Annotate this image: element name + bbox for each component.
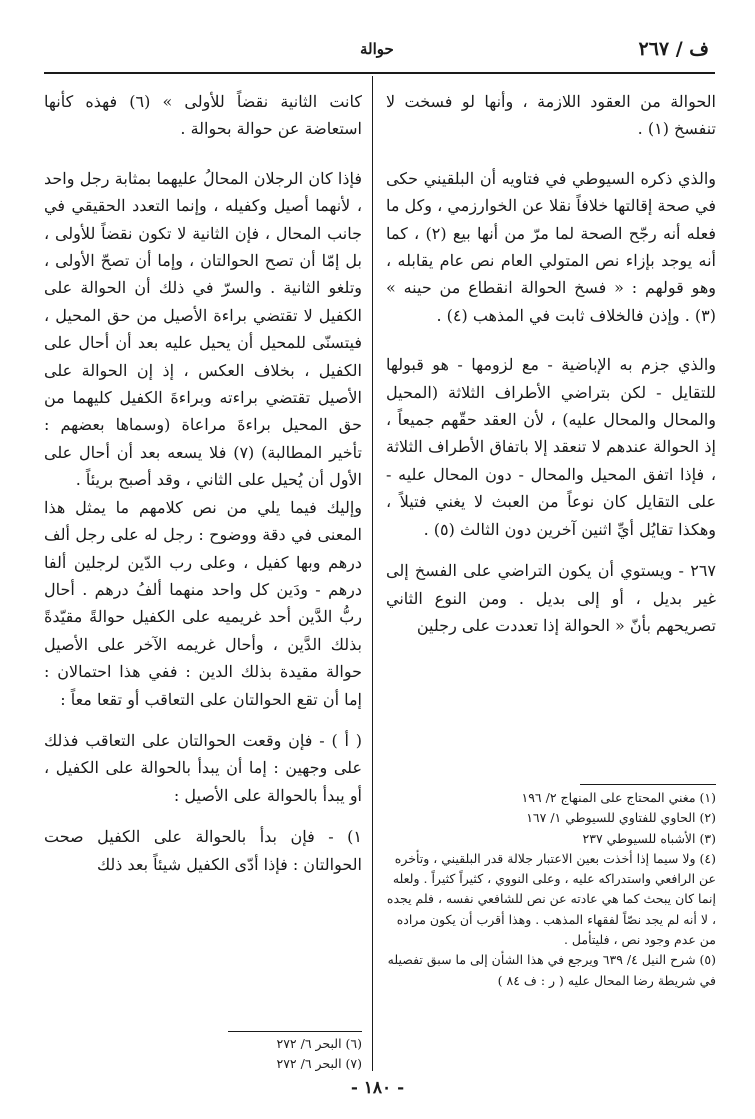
running-title: حوالة	[360, 40, 394, 58]
left-column	[44, 88, 362, 878]
paragraph: ٢٦٧ - ويستوي أن يكون التراضي على الفسخ إلى غير بديل ، أو إلى بديل . ومن النوع الثاني تصريحهم بأنّ « الحوالة إذا تعددت على رجلين	[386, 561, 716, 635]
column-divider	[372, 76, 373, 1071]
footnote: (٤) ولا سيما إذا أخذت بعين الاعتبار جلالة قدر البلقيني ، وتأخره عن الرافعي واستدراكه عليه ، وعلى النووي ، كثيراً كثيراً . ولعله إنما كان يبحث كما هي عادته عن نص للشافعي نفسه ، فلم يجده ، لا أنه لم يجد نصّاً لفقهاء المذهب . وهذا أقرب أن يكون مراده من عدم وجود نص ، فليتأمل .	[386, 850, 716, 948]
page-number: - ١٨٠ -	[350, 1078, 405, 1098]
paragraph: فإذا كان الرجلان المحالُ عليهما بمثابة رجل واحد ، لأنهما أصيل وكفيله ، وإنما التعدد الحقيقي في جانب المحال ، فإن الثانية لا تكون نقضاً للأولى ، بل إمّا أن تصح الحوالتان ، وإما أن تصحّ الأولى ، وتلغو الثانية . والسرّ في ذلك أن الحوالة على الكفيل لا تقتضي براءة الأصيل من حق المحيل ، فيتسنّى للمحيل أن يحيل عليه بعد أن أحال على الكفيل ، بخلاف العكس ، إذ إن الحوالة على الأصيل تقتضي براءته وبراءةَ الكفيل كليهما من حق المحيل براءةَ مراعاة (وسماها بعضهم : تأخير المطالبة) (٧) فلا يسعه بعد أن أحال على الأول أن يُحيل على الثاني ، وقد أصبح بريئاً .	[44, 168, 362, 490]
footnote-rule	[228, 1031, 362, 1032]
paragraph: كانت الثانية نقضاً للأولى » (٦) فهذه كأنها استعاضة عن حوالة بحوالة .	[44, 92, 362, 139]
right-column	[386, 88, 716, 639]
paragraph: والذي ذكره السيوطي في فتاويه أن البلقيني حكى في صحة إقالتها خلافاً نقلا عن الخوارزمي ، وكل ما فعله أنه رجّح الصحة لما مرّ من أنها بيع (٢) ، كما أنه يوجد بإزاء نص المتولي العام نص عام يقابله ، وهو قولهم : « فسخ الحوالة انقطاع من حينه » (٣) . وإذن فالخلاف ثابت في المذهب (٤) .	[386, 168, 717, 325]
footnote: (٢) الحاوي للفتاوي للسيوطي ١/ ١٦٧	[526, 810, 716, 826]
right-footnotes	[386, 788, 716, 991]
left-footnotes	[44, 1034, 362, 1075]
header-rule	[44, 72, 715, 74]
footnote: (٧) البحر ٦/ ٢٧٢	[276, 1056, 362, 1072]
footnote: (٣) الأشباه للسيوطي ٢٣٧	[582, 830, 716, 846]
footnote-rule	[580, 784, 716, 785]
paragraph: ١) - فإن بدأ بالحوالة على الكفيل صحت الحوالتان : فإذا أدّى الكفيل شيئاً بعد ذلك	[44, 827, 362, 874]
footnote: (١) مغني المحتاج على المنهاج ٢/ ١٩٦	[521, 790, 716, 805]
footnote: (٥) شرح النيل ٤/ ٦٣٩ ويرجع في هذا الشأن إلى ما سبق تفصيله في شريطة رضا المحال عليه ( ر : ف ٨٤ )	[387, 952, 716, 988]
paragraph: ( أ ) - فإن وقعت الحوالتان على التعاقب فذلك على وجهين : إما أن يبدأ بالحوالة على الكفيل ، أو يبدأ بالحوالة على الأصيل :	[44, 730, 362, 805]
paragraph: وإليك فيما يلي من نص كلامهم ما يمثل هذا المعنى في دقة ووضوح : رجل له على رجل ألف درهم وبها كفيل ، وعلى رب الدّين لرجلين ألفا درهم - ودَين كل واحد منهما ألفُ درهم . أحال ربُّ الدَّين أحد غريميه على الكفيل حوالةً مقيّدةً بذلك الدَّين ، وأحال غريمه الآخر على الأصيل حوالة مقيدة بذلك الدين : ففي هذا احتمالان : إما أن تقع الحوالتان على التعاقب أو تقعا معاً :	[44, 497, 362, 709]
paragraph: الحوالة من العقود اللازمة ، وأنها لو فسخت لا تنفسخ (١) .	[386, 92, 716, 139]
entry-reference: ف / ٢٦٧	[638, 38, 709, 60]
paragraph: والذي جزم به الإباضية - مع لزومها - هو قبولها للتقايل - لكن بتراضي الأطراف الثلاثة (المحيل والمحال والمحال عليه) ، لأن العقد حقّهم جميعاً ، إذ الحوالة عندهم لا تنعقد إلا باتفاق الأطراف الثلاثة ، فإذا اتفق المحيل والمحال - دون المحال عليه - على التقايل كان نوعاً من العبث لا يغني فتيلاً ، وهكذا تقايُل أيِّ اثنين آخرين دون الثالث (٥) .	[386, 355, 716, 539]
footnote: (٦) البحر ٦/ ٢٧٢	[276, 1036, 362, 1051]
